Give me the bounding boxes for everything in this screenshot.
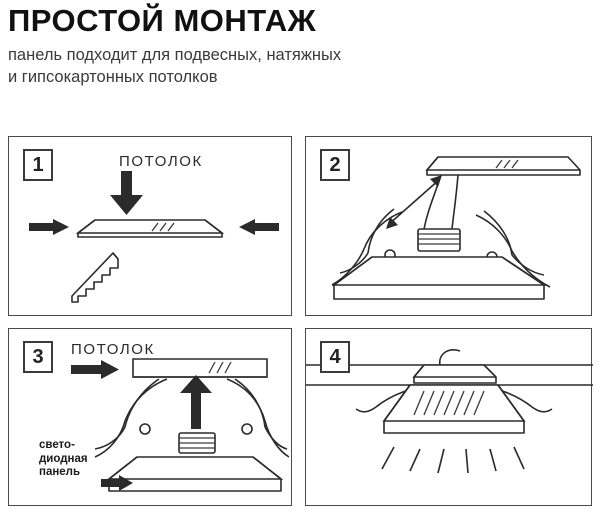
- panel-step-1: [8, 136, 292, 316]
- caption-line-1: свето-: [39, 439, 75, 451]
- installed-panel-icon: [334, 257, 544, 299]
- step-badge-4: 4: [320, 341, 350, 373]
- driver-box-icon: [179, 433, 215, 453]
- step-badge-2: 2: [320, 149, 350, 181]
- page-subtitle: [8, 44, 528, 89]
- ceiling-cutout-icon: [72, 253, 118, 302]
- driver-box-icon: [418, 229, 460, 251]
- left-arrow-icon: [239, 219, 279, 235]
- header: [8, 4, 592, 89]
- driver-box-icon: [414, 365, 496, 383]
- ceiling-slab-icon: [133, 359, 267, 377]
- wire-icon: [440, 350, 460, 365]
- right-arrow-icon: [29, 219, 69, 235]
- light-rays-icon: [382, 447, 524, 473]
- installed-panel-icon: [384, 385, 524, 433]
- panel-step-4: [305, 328, 592, 506]
- double-arrow-icon: [386, 175, 442, 229]
- right-arrow-icon: [71, 360, 119, 379]
- panel-1-ceiling-label: ПОТОЛОК: [119, 153, 203, 170]
- panel-3-ceiling-label: ПОТОЛОК: [71, 341, 155, 358]
- led-panel-icon: [109, 457, 281, 491]
- subtitle-line-2: и гипсокартонных потолков: [8, 68, 218, 87]
- up-arrow-icon: [180, 375, 212, 429]
- led-panel-icon: [427, 157, 580, 175]
- step-badge-3: 3: [23, 341, 53, 373]
- caption-line-2: диодная: [39, 452, 88, 465]
- panel-step-2: [305, 136, 592, 316]
- wire-icon: [424, 175, 458, 229]
- subtitle-line-1: панель подходит для подвесных, натяжных: [8, 46, 342, 65]
- panel-step-3: [8, 328, 292, 506]
- step-badge-1: 1: [23, 149, 53, 181]
- page-title: ПРОСТОЙ МОНТАЖ: [8, 3, 317, 38]
- led-panel-icon: [78, 220, 222, 237]
- down-arrow-icon: [110, 171, 143, 215]
- caption-line-3: панель: [39, 466, 81, 479]
